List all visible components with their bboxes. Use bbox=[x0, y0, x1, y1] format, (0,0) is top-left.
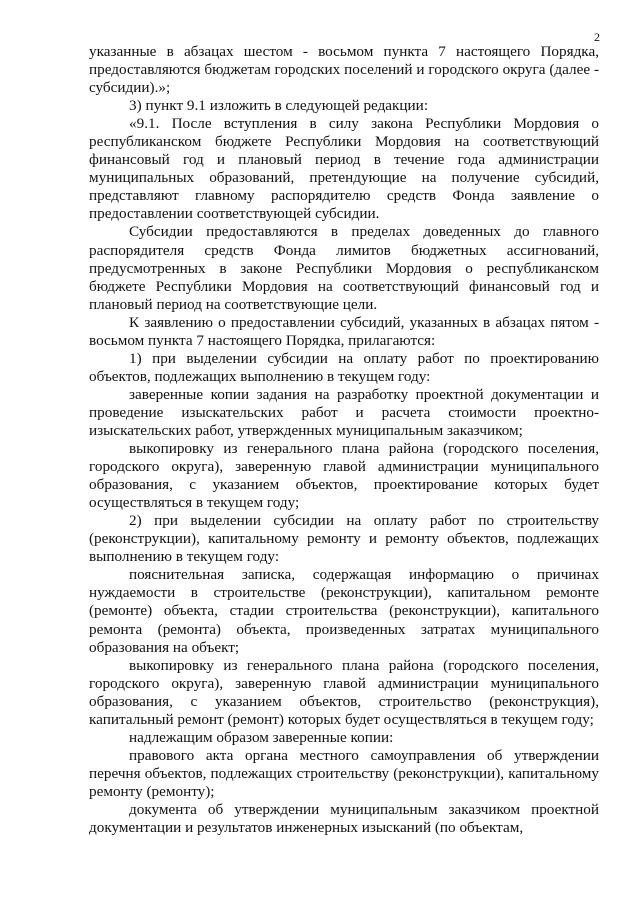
page-number: 2 bbox=[594, 30, 600, 44]
paragraph-design-task-copies: заверенные копии задания на разработку проектной документации и проведение изыскательских работ и расчета стоимости проектно-изыскательских работ, утвержденных муниципальным заказчиком; bbox=[89, 385, 599, 439]
paragraph-continuation: указанные в абзацах шестом - восьмом пункта 7 настоящего Порядка, предоставляются бюджетам городских поселений и городского округа (далее - субсидии).»; bbox=[89, 43, 599, 97]
paragraph-master-plan-extract-construction: выкопировку из генерального плана района (городского поселения, городского округа), заверенную главой администрации муниципального образования, с указанием объектов, строительство (реконструкция), капитальный ремонт (ремонт) которых будет осуществляться в текущем году; bbox=[89, 656, 599, 728]
paragraph-subsidy-limits: Субсидии предоставляются в пределах доведенных до главного распорядителя средств Фонда лимитов бюджетных ассигнований, предусмотренных в законе Республики Мордовия о республиканском бюджете Республики Мордовия на соответствующий финансовый год и плановый период на соответствующие цели. bbox=[89, 223, 599, 313]
paragraph-item-construction: 2) при выделении субсидии на оплату работ по строительству (реконструкции), капитальному ремонту и ремонту объектов, подлежащих выполнению в текущем году: bbox=[89, 512, 599, 566]
document-body bbox=[89, 43, 599, 837]
paragraph-master-plan-extract-design: выкопировку из генерального плана района (городского поселения, городского округа), заверенную главой администрации муниципального образования, с указанием объектов, проектирование которых будет осуществляться в текущем году; bbox=[89, 440, 599, 512]
paragraph-item-3: 3) пункт 9.1 изложить в следующей редакции: bbox=[129, 97, 429, 115]
paragraph-application-attachments: К заявлению о предоставлении субсидий, указанных в абзацах пятом - восьмом пункта 7 настоящего Порядка, прилагаются: bbox=[89, 313, 599, 349]
paragraph-legal-act: правового акта органа местного самоуправления об утверждении перечня объектов, подлежащих строительству (реконструкции), капитальному ремонту (ремонту); bbox=[89, 746, 599, 800]
paragraph-explanatory-note: пояснительная записка, содержащая информацию о причинах нуждаемости в строительстве (реконструкции), капитальном ремонте (ремонте) объекта, стадии строительства (реконструкции), капитального ремонта (ремонта) объекта, произведенных затратах муниципального образования на объект; bbox=[89, 566, 599, 656]
paragraph-design-approval: документа об утверждении муниципальным заказчиком проектной документации и результатов инженерных изысканий (по объектам, bbox=[89, 800, 599, 837]
paragraph-clause-9-1: «9.1. После вступления в силу закона Республики Мордовия о республиканском бюджете Республики Мордовия на соответствующий финансовый год и плановый период в течение года администрации муниципальных образований, претендующие на получение субсидий, представляют главному распорядителю средств Фонда заявление о предоставлении соответствующей субсидии. bbox=[89, 115, 599, 223]
paragraph-item-design: 1) при выделении субсидии на оплату работ по проектированию объектов, подлежащих выполнению в текущем году: bbox=[89, 349, 599, 385]
paragraph-certified-copies: надлежащим образом заверенные копии: bbox=[129, 728, 394, 746]
